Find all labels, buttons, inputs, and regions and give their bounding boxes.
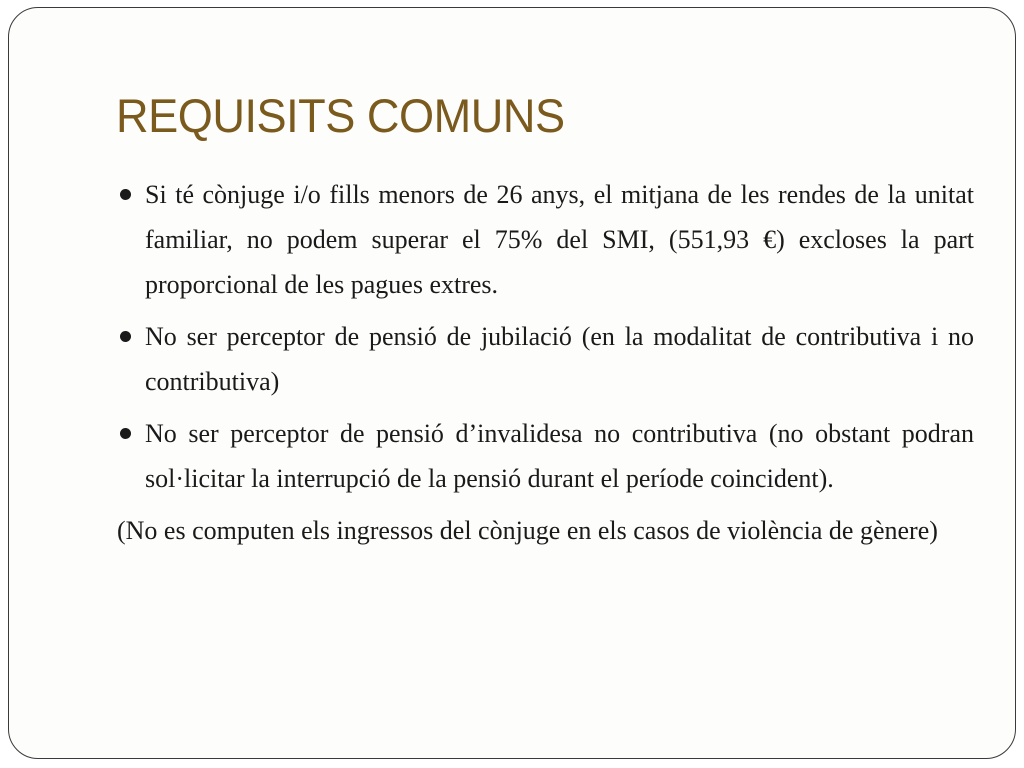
bullet-text: Si té cònjuge i/o fills menors de 26 anys, el mitjana de les rendes de la unitat familiar, no podem superar el 75% del SMI, (551,93 €) excloses la part proporcional de les pagues extres. bbox=[145, 180, 974, 299]
bullet-dot-icon bbox=[120, 189, 131, 200]
bullet-dot-icon bbox=[120, 331, 131, 342]
bullet-item-retirement-pension bbox=[117, 314, 974, 404]
bullet-item-income-limit bbox=[117, 172, 974, 307]
bullet-text: No ser perceptor de pensió de jubilació (en la modalitat de contributiva i no contributiva) bbox=[145, 322, 974, 396]
bullet-dot-icon bbox=[120, 428, 131, 439]
slide-title: REQUISITS COMUNS bbox=[116, 89, 565, 142]
bullet-text: No ser perceptor de pensió d’invalidesa no contributiva (no obstant podran sol·licitar la interrupció de la pensió durant el període coincident). bbox=[145, 419, 974, 493]
slide-content bbox=[117, 172, 974, 553]
slide-frame bbox=[8, 7, 1016, 759]
bullet-item-disability-pension bbox=[117, 411, 974, 501]
footnote-gender-violence: (No es computen els ingressos del cònjuge en els casos de violència de gènere) bbox=[117, 516, 938, 545]
